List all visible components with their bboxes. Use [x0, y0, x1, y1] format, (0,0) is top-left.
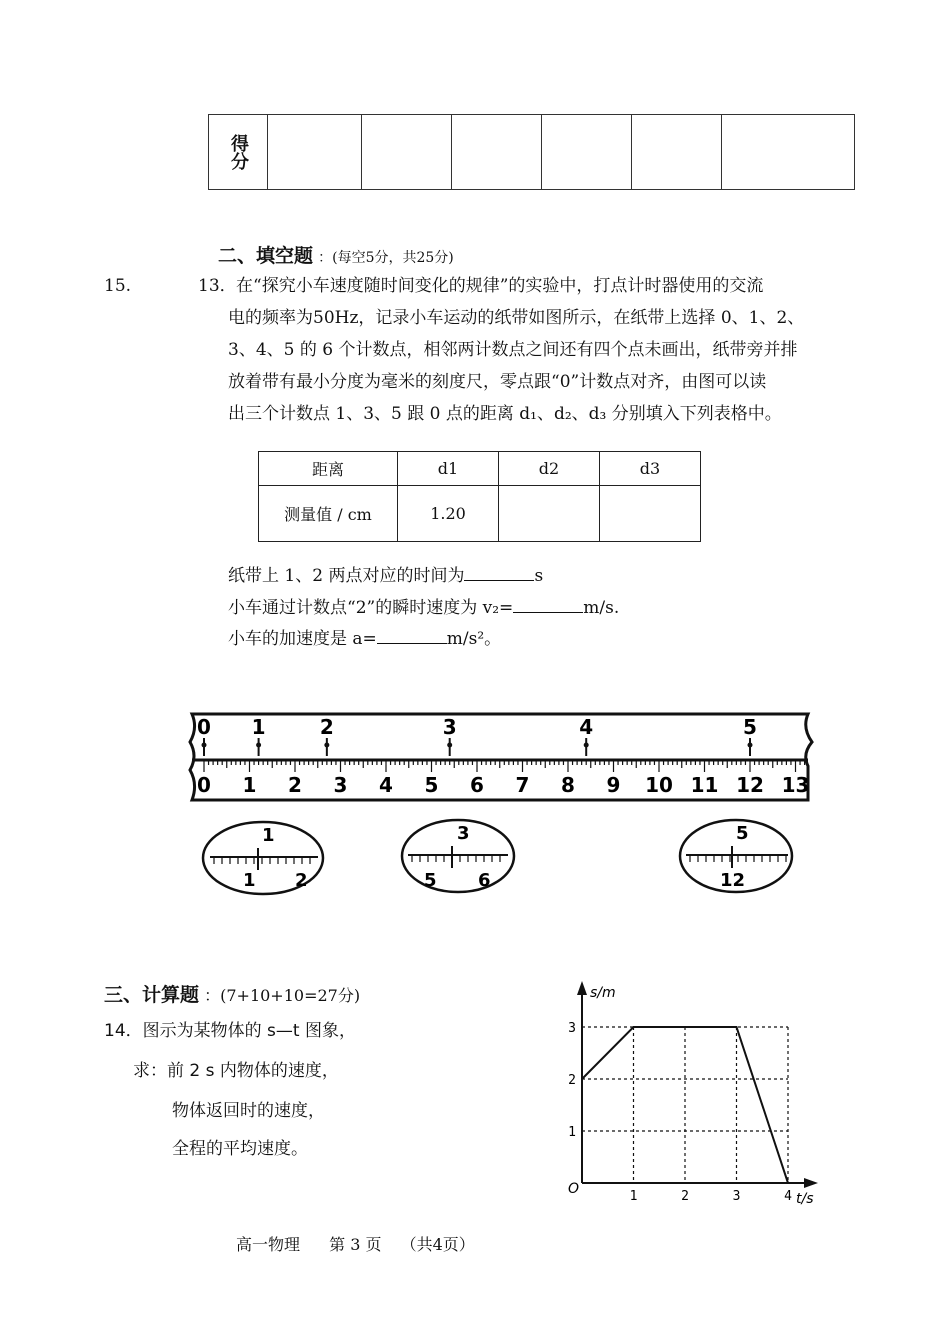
score-cell: [452, 115, 542, 190]
score-cell: [268, 115, 362, 190]
tape-point-label: 2: [319, 715, 334, 739]
tape-point-label: 1: [251, 715, 266, 739]
zoom-point-1: [203, 822, 323, 894]
table-cell-d2: [499, 486, 600, 542]
tape-outline: [190, 714, 812, 800]
ask-label: 求：: [133, 1061, 167, 1081]
ruler-label: 6: [470, 773, 484, 797]
zoom-3-tick-a: 5: [424, 870, 437, 891]
tape-point-label: 0: [197, 715, 211, 739]
question-14-text: 图示为某物体的 s—t 图象，: [142, 1021, 356, 1041]
tape-points: [197, 715, 757, 756]
ruler-label: 9: [606, 773, 621, 797]
origin-label: O: [568, 1181, 580, 1197]
y-tick-label: 2: [568, 1073, 576, 1088]
tape-ruler-figure: [180, 688, 830, 908]
table-cell-d1: 1.20: [398, 486, 499, 542]
blank-line-3: [228, 624, 501, 649]
zoom-3-tick-b: 6: [478, 870, 491, 891]
x-axis-label: t/s: [796, 1191, 814, 1207]
blank-1-text: 纸带上 1、2 两点对应的时间为: [228, 566, 465, 586]
table-header: d1: [398, 452, 499, 486]
tape-point-label: 3: [442, 715, 457, 739]
zoom-1-tick-a: 1: [243, 870, 256, 891]
footer-subject: 高一物理: [236, 1235, 301, 1254]
ruler-label: 3: [333, 773, 348, 797]
blank-2-unit: m/s.: [583, 598, 620, 618]
score-label: 得分: [209, 115, 268, 190]
question-14-ask-1: [133, 1056, 339, 1081]
question-13-line-4: 放着带有最小分度为毫米的刻度尺，零点跟“0”计数点对齐，由图可以读: [228, 372, 767, 392]
question-13-line-2: 电的频率为50Hz，记录小车运动的纸带如图所示，在纸带上选择 0、1、2、: [228, 308, 805, 328]
ruler-label: 12: [736, 773, 764, 797]
zoom-5-point-label: 5: [736, 823, 749, 844]
ruler-label: 10: [645, 773, 673, 797]
ask-item: 全程的平均速度。: [172, 1139, 308, 1159]
ask-item: 物体返回时的速度，: [172, 1101, 325, 1121]
ruler-label: 2: [288, 773, 302, 797]
st-chart: [560, 975, 830, 1210]
answer-blank[interactable]: [464, 564, 534, 581]
x-axis-arrow: [804, 1178, 818, 1188]
question-14: [104, 1016, 356, 1041]
footer: [236, 1232, 475, 1255]
blank-line-1: [228, 561, 543, 586]
zoom-5-tick-a: 12: [720, 870, 746, 891]
measurement-table: [258, 451, 701, 542]
question-13-line-3: 3、4、5 的 6 个计数点，相邻两计数点之间还有四个点未画出，纸带旁并排: [228, 340, 798, 360]
zoom-1-point-label: 1: [262, 825, 275, 846]
ruler-label: 13: [781, 773, 810, 797]
section3-note: ：(7+10+10=27分): [204, 986, 361, 1005]
tape-point-label: 4: [579, 715, 594, 739]
score-cell: [362, 115, 452, 190]
score-cell: [542, 115, 632, 190]
y-axis-label: s/m: [590, 985, 616, 1001]
question-13-line-1: 在“探究小车速度随时间变化的规律”的实验中，打点计时器使用的交流: [236, 276, 764, 296]
y-axis-arrow: [577, 981, 587, 995]
x-tick-label: 1: [629, 1189, 638, 1204]
ruler-label: 5: [424, 773, 439, 797]
blank-3-unit: m/s²。: [446, 629, 502, 649]
y-tick-label: 1: [568, 1125, 576, 1140]
ruler-label: 4: [379, 773, 393, 797]
left-question-number: 15.: [104, 276, 132, 296]
section3-heading: [104, 980, 360, 1007]
ruler-ticks: [204, 760, 805, 772]
zoom-point-5: [680, 820, 792, 892]
footer-page: 第 3 页: [329, 1235, 382, 1254]
section2-title: 二、填空题: [218, 245, 314, 267]
question-13-line-5: 出三个计数点 1、3、5 跟 0 点的距离 d₁、d₂、d₃ 分别填入下列表格中。: [228, 404, 782, 424]
score-table: [208, 114, 855, 190]
score-cell: [632, 115, 722, 190]
tape-point-label: 5: [743, 715, 757, 739]
ask-item: 前 2 s 内物体的速度，: [167, 1061, 339, 1081]
ruler-label: 1: [242, 773, 257, 797]
ruler-label: 11: [690, 773, 719, 797]
blank-line-2: [228, 593, 619, 618]
table-header: 距离: [259, 452, 398, 486]
ruler-label: 7: [515, 773, 530, 797]
chart-ticks: [568, 1021, 792, 1204]
table-header: d3: [600, 452, 701, 486]
answer-blank[interactable]: [377, 627, 447, 644]
blank-2-text: 小车通过计数点“2”的瞬时速度为 v₂=: [228, 598, 514, 618]
question-14-number: 14．: [104, 1021, 143, 1041]
section2-heading: [218, 241, 454, 268]
zoom-1-tick-b: 2: [295, 870, 308, 891]
footer-total: （共4页）: [400, 1235, 475, 1254]
table-cell-d3: [600, 486, 701, 542]
answer-blank[interactable]: [513, 596, 583, 613]
chart-grid: [582, 1027, 788, 1183]
blank-3-text: 小车的加速度是 a=: [228, 629, 377, 649]
table-row-label: 测量值 / cm: [259, 486, 398, 542]
table-header: d2: [499, 452, 600, 486]
question-13-number: 13．: [198, 276, 237, 296]
ruler-label: 0: [197, 773, 211, 797]
x-tick-label: 2: [681, 1189, 689, 1204]
blank-1-unit: s: [534, 566, 544, 586]
y-tick-label: 3: [568, 1021, 576, 1036]
x-tick-label: 3: [732, 1189, 741, 1204]
zoom-point-3: [402, 820, 514, 892]
x-tick-label: 4: [784, 1189, 792, 1204]
score-cell: [722, 115, 855, 190]
zoom-3-point-label: 3: [457, 823, 470, 844]
section2-note: ：(每空5分，共25分): [318, 250, 454, 266]
ruler-labels: [197, 773, 809, 797]
section3-title: 三、计算题: [104, 984, 200, 1006]
ruler-label: 8: [561, 773, 575, 797]
